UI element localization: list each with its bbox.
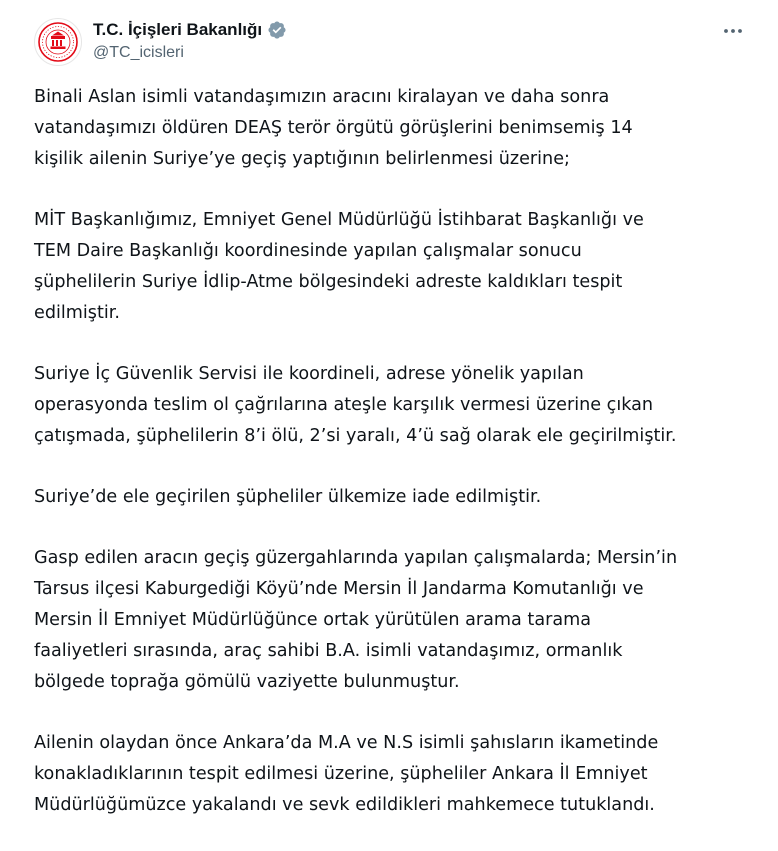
- tweet-paragraph-6: Ailenin olaydan önce Ankara’da M.A ve N.S isimli şahısların ikametinde konakladıklarının tespit edilmesi üzerine, şüpheliler Ankara İl Emniyet Müdürlüğümüzce yakalandı ve sevk edildikleri mahkemece tutuklandı.: [34, 733, 659, 815]
- tweet-header: [34, 14, 760, 70]
- display-name[interactable]: T.C. İçişleri Bakanlığı: [93, 20, 263, 39]
- tweet-paragraph-3: Suriye İç Güvenlik Servisi ile koordineli, adrese yönelik yapılan operasyonda teslim ol çağrılarına ateşle karşılık vermesi üzerine çıkan çatışmada, şüphelilerin 8’i ölü, 2’si yaralı, 4’ü sağ olarak ele geçirilmiştir.: [34, 364, 677, 446]
- account-names: [93, 18, 287, 62]
- tweet-paragraph-2: MİT Başkanlığımız, Emniyet Genel Müdürlüğü İstihbarat Başkanlığı ve TEM Daire Başkanlığı koordinesinde yapılan çalışmalar sonucu şüphelilerin Suriye İdlip-Atme bölgesindeki adreste kaldıkları tespit edilmiştir.: [34, 210, 644, 323]
- tweet-paragraph-1: Binali Aslan isimli vatandaşımızın aracını kiralayan ve daha sonra vatandaşımızı öldüren DEAŞ terör örgütü görüşlerini benimsemiş 14 kişilik ailenin Suriye’ye geçiş yaptığının belirlenmesi üzerine;: [34, 87, 633, 169]
- more-options-icon[interactable]: [718, 20, 748, 42]
- tweet-text: [34, 82, 754, 851]
- account-handle[interactable]: @TC_icisleri: [93, 44, 184, 61]
- avatar[interactable]: [34, 18, 82, 66]
- tweet-paragraph-4: Suriye’de ele geçirilen şüpheliler ülkemize iade edilmiştir.: [34, 487, 542, 507]
- tweet-paragraph-5: Gasp edilen aracın geçiş güzergahlarında yapılan çalışmalarda; Mersin’in Tarsus ilçesi Kaburgediği Köyü’nde Mersin İl Jandarma Komutanlığı ve Mersin İl Emniyet Müdürlüğünce ortak yürütülen arama tarama faaliyetleri sırasında, araç sahibi B.A. isimli vatandaşımız, ormanlık bölgede toprağa gömülü vaziyette bulunmuştur.: [34, 548, 678, 692]
- display-name-row: [93, 18, 287, 42]
- ministry-seal-icon: [35, 19, 81, 65]
- verified-badge-icon[interactable]: [267, 20, 287, 40]
